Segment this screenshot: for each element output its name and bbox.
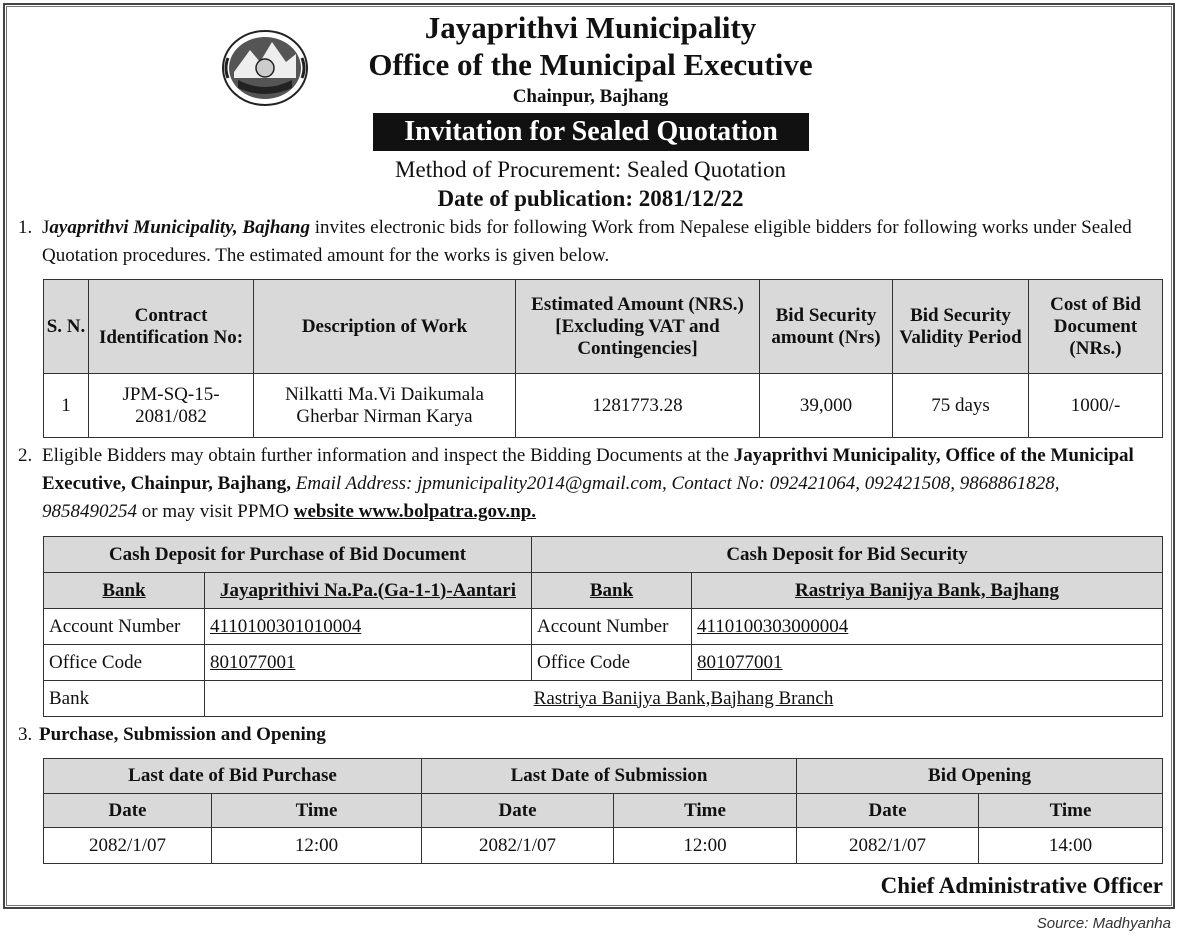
header-bid-security: Bid Security amount (Nrs) [760,280,893,374]
bank-row-label: Bank [44,681,205,717]
account-number-right: 4110100303000004 [692,609,1163,645]
bank-name-left: Jayaprithivi Na.Pa.(Ga-1-1)-Aantari [205,573,532,609]
section-2-number: 2. [18,445,33,466]
table-row [44,828,1163,864]
location-subtitle: Chainpur, Bajhang [512,86,669,107]
cell-contract-id: JPM-SQ-15-2081/082 [89,374,254,438]
header-cost: Cost of Bid Document (NRs.) [1029,280,1163,374]
bank-label-left: Bank [44,573,205,609]
header-description: Description of Work [254,280,516,374]
account-number-left: 4110100301010004 [205,609,532,645]
cell-cost: 1000/- [1029,374,1163,438]
date-header: Date [797,794,979,828]
deposit-right-title: Cash Deposit for Bid Security [532,537,1163,573]
office-title: Office of the Municipal Executive [368,47,813,82]
deposit-left-title: Cash Deposit for Purchase of Bid Document [44,537,532,573]
cell-sn: 1 [44,374,89,438]
purchase-date: 2082/1/07 [44,828,212,864]
time-header: Time [614,794,797,828]
notice-banner: Invitation for Sealed Quotation [373,113,809,151]
header-contract-id: Contract Identification No: [89,280,254,374]
schedule-table [43,758,1163,864]
office-code-right: 801077001 [692,645,1163,681]
source-credit: Source: Madhyanha [1036,915,1171,932]
deposit-table [43,536,1163,717]
works-table-header [44,280,1163,374]
section-1-text: invites electronic bids for following Work from Nepalese eligible bidders for following works under Sealed Quotation procedures. The estimated amount for the works is given below. [42,217,1132,266]
cell-estimated-amount: 1281773.28 [516,374,760,438]
table-row [44,645,1163,681]
group-bid-opening: Bid Opening [797,759,1163,794]
section-2-office: Jayaprithvi Municipality, Office of the Municipal Executive, Chainpur, Bajhang, [42,445,1134,494]
cell-validity: 75 days [893,374,1029,438]
office-code-label-right: Office Code [532,645,692,681]
header-validity: Bid Security Validity Period [893,280,1029,374]
opening-date: 2082/1/07 [797,828,979,864]
section-2-paragraph [18,442,1148,526]
publication-date: Date of publication: 2081/12/22 [437,186,744,211]
section-1-paragraph [18,214,1148,270]
office-code-label-left: Office Code [44,645,205,681]
procurement-method: Method of Procurement: Sealed Quotation [395,157,786,182]
account-label-left: Account Number [44,609,205,645]
section-3-title: Purchase, Submission and Opening [39,724,326,745]
section-2-text-2: or may visit PPMO [137,501,294,522]
bank-label-right: Bank [532,573,692,609]
group-bid-purchase: Last date of Bid Purchase [44,759,422,794]
section-3-heading [18,721,1148,749]
bank-name-right: Rastriya Banijya Bank, Bajhang [692,573,1163,609]
section-1-number: 1. [18,217,33,238]
opening-time: 14:00 [979,828,1163,864]
section-1-lead: J [42,217,50,238]
municipality-title: Jayaprithvi Municipality [424,10,757,45]
cell-bid-security: 39,000 [760,374,893,438]
purchase-time: 12:00 [212,828,422,864]
cell-description: Nilkatti Ma.Vi Daikumala Gherbar Nirman Karya [254,374,516,438]
table-row [44,374,1163,438]
office-code-left: 801077001 [205,645,532,681]
table-row [44,609,1163,645]
header-sn: S. N. [44,280,89,374]
header-estimated-amount: Estimated Amount (NRS.) [Excluding VAT and Contingencies] [516,280,760,374]
time-header: Time [979,794,1163,828]
section-2-text: Eligible Bidders may obtain further information and inspect the Bidding Documents at the [42,445,734,466]
section-2-contact: Email Address: jpmunicipality2014@gmail.com, Contact No: 092421064, 092421508, 9868861828, 9858490254 [42,473,1060,522]
section-1-lead-italic: ayaprithvi Municipality, Bajhang [49,217,310,238]
time-header: Time [212,794,422,828]
ppmo-website-link[interactable]: website www.bolpatra.gov.np. [293,501,537,522]
account-label-right: Account Number [532,609,692,645]
signatory-title: Chief Administrative Officer [880,873,1163,898]
table-row [44,681,1163,717]
section-3-number: 3. [18,724,33,745]
bank-branch-value: Rastriya Banijya Bank,Bajhang Branch [205,681,1163,717]
submission-time: 12:00 [614,828,797,864]
date-header: Date [422,794,614,828]
works-table [43,279,1163,438]
group-submission: Last Date of Submission [422,759,797,794]
date-header: Date [44,794,212,828]
submission-date: 2082/1/07 [422,828,614,864]
